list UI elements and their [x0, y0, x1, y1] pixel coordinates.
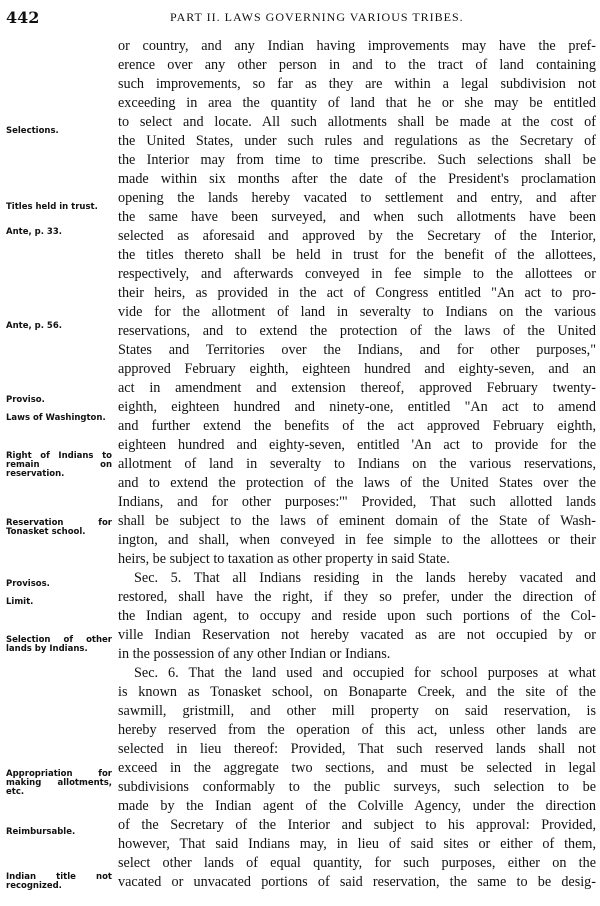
text-line: select other lands of equal quantity, for such purposes, either on the — [118, 855, 596, 871]
marginal-note: Provisos. — [6, 579, 50, 589]
marginal-note: Appropriation for making allotments, etc. — [6, 769, 112, 797]
text-line: the United States, under such rules and regulations as the Secretary of — [118, 133, 596, 149]
text-line: the same have been surveyed, and when such allotments have been — [118, 209, 596, 225]
text-line: shall be subject to the laws of eminent domain of the State of Wash- — [118, 513, 596, 529]
text-line: made by the Indian agent of the Colville Agency, under the direction — [118, 798, 596, 814]
text-line: and further extend the benefits of the act approved February eighth, — [118, 418, 596, 434]
text-line: vacated or unvacated portions of said reservation, the same to be desig- — [118, 874, 596, 890]
text-line: and to extend the protection of the laws of the United States over the — [118, 475, 596, 491]
page-number: 442 — [6, 8, 40, 27]
text-line: their heirs, as provided in the act of Congress entitled "An act to pro- — [118, 285, 596, 301]
text-line: sawmill, gristmill, and other mill property on said reservation, is — [118, 703, 596, 719]
text-line: reservations, and to extend the protection of the laws of the United — [118, 323, 596, 339]
marginal-note: Proviso. — [6, 395, 45, 405]
text-line: approved February eighth, eighteen hundred and eighty-seven, and an — [118, 361, 596, 377]
marginal-note: Right of Indians to remain on reservation. — [6, 451, 112, 479]
text-line: ville Indian Reservation not hereby vacated as are not occupied by or — [118, 627, 596, 643]
text-line: eighteen hundred and eighty-seven, entitled 'An act to provide for the — [118, 437, 596, 453]
text-line: in the possession of any other Indian or Indians. — [118, 646, 391, 662]
running-head: PART II. LAWS GOVERNING VARIOUS TRIBES. — [170, 10, 464, 24]
text-line: erence over any other person in and to the tract of land containing — [118, 57, 596, 73]
text-line: of the Secretary of the Interior and subject to his approval: Provided, — [118, 817, 596, 833]
marginal-note: Reimbursable. — [6, 827, 76, 837]
text-line: subdivisions conformably to the public surveys, such selection to be — [118, 779, 596, 795]
text-line: such improvements, so far as they are within a legal subdivision not — [118, 76, 596, 92]
text-line: vide for the allotment of land in severalty to Indians on the various — [118, 304, 596, 320]
text-line: Indians, and for other purposes:'" Provided, That such allotted lands — [118, 494, 596, 510]
text-line: allotment of land in severalty to Indians on the various reservations, — [118, 456, 596, 472]
text-line: selected as aforesaid and approved by the Secretary of the Interior, — [118, 228, 596, 244]
text-line: Sec. 5. That all Indians residing in the lands hereby vacated and — [134, 570, 596, 586]
text-line: or country, and any Indian having improvements may have the pref- — [118, 38, 596, 54]
marginal-note: Titles held in trust. — [6, 202, 98, 212]
text-line: restored, shall have the right, if they so prefer, under the direction of — [118, 589, 596, 605]
page-header — [0, 0, 600, 30]
text-line: eighth, eighteen hundred and ninety-one, entitled "An act to amend — [118, 399, 596, 415]
text-line: is known as Tonasket school, on Bonaparte Creek, and the site of the — [118, 684, 596, 700]
text-line: heirs, be subject to taxation as other property in said State. — [118, 551, 450, 567]
text-line: States and Territories over the Indians, and for other purposes," — [118, 342, 596, 358]
text-line: exceeding in area the quantity of land that he or she may be entitled — [118, 95, 596, 111]
text-line: made within six months after the date of the President's proclamation — [118, 171, 596, 187]
marginal-note: Selections. — [6, 126, 59, 136]
text-line: the Indian agent, to occupy and reside upon such portions of the Col- — [118, 608, 596, 624]
text-line: respectively, and afterwards conveyed in fee simple to the allottees or — [118, 266, 596, 282]
marginal-note: Limit. — [6, 597, 34, 607]
marginal-note: Selection of other lands by Indians. — [6, 635, 112, 654]
marginal-note: Ante, p. 33. — [6, 227, 62, 237]
text-line: the titles thereto shall be held in trust for the benefit of the allottees, — [118, 247, 596, 263]
text-line: to select and locate. All such allotments shall be made at the cost of — [118, 114, 596, 130]
text-line: Sec. 6. That the land used and occupied for school purposes at what — [134, 665, 596, 681]
text-line: selected in lieu thereof: Provided, That such reserved lands shall not — [118, 741, 596, 757]
text-line: act in amendment and extension thereof, approved February twenty- — [118, 380, 596, 396]
text-line: ington, and shall, when conveyed in fee simple to the allottees or their — [118, 532, 596, 548]
text-line: hereby reserved from the operation of this act, unless other lands are — [118, 722, 596, 738]
text-line: the Interior may from time to time prescribe. Such selections shall be — [118, 152, 596, 168]
marginal-note: Indian title not recognized. — [6, 872, 112, 891]
marginal-note: Reservation for Tonasket school. — [6, 518, 112, 537]
text-line: however, That said Indians may, in lieu of said sites or either of them, — [118, 836, 596, 852]
text-line: opening the lands hereby vacated to settlement and entry, and after — [118, 190, 596, 206]
text-line: exceed in the aggregate two sections, and must be selected in legal — [118, 760, 596, 776]
marginal-note: Ante, p. 56. — [6, 321, 62, 331]
marginal-note: Laws of Washington. — [6, 413, 106, 423]
